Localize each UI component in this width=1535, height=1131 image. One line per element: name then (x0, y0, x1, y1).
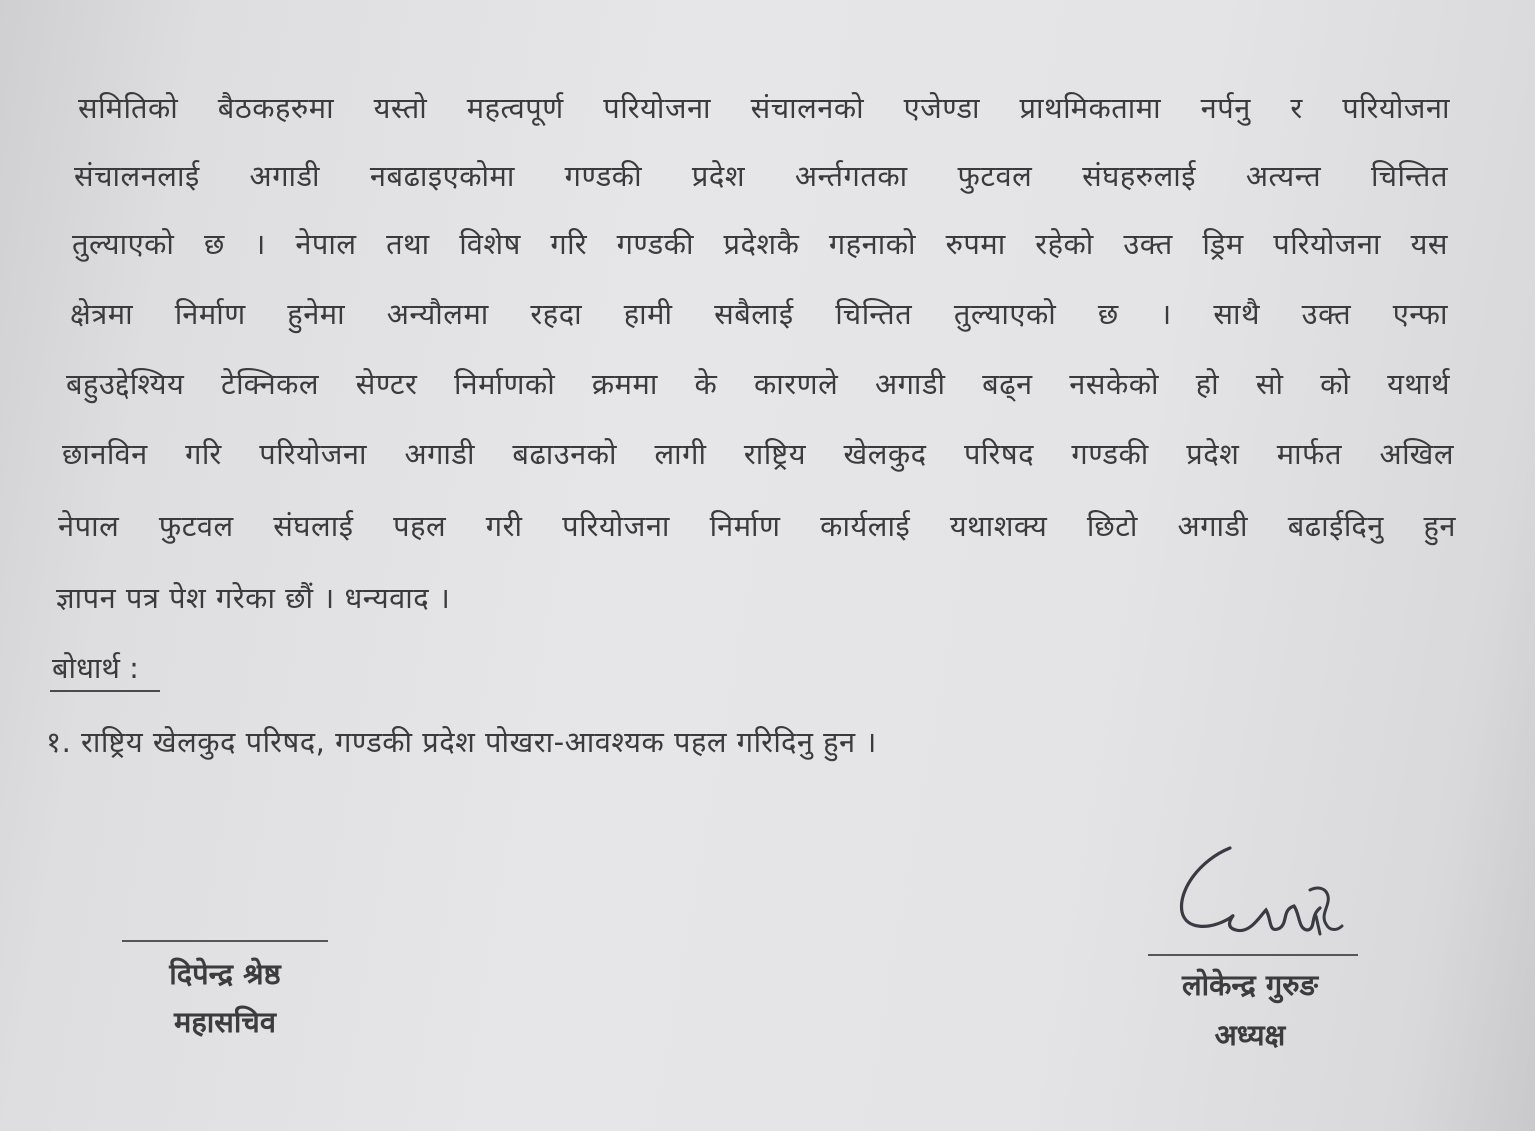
body-line-5: बहुउद्देश्यिय टेक्निकल सेण्टर निर्माणको क्रममा के कारणले अगाडी बढ्न नसकेको हो सो को यथार्थ (66, 367, 1450, 401)
body-line-7: नेपाल फुटवल संघलाई पहल गरी परियोजना निर्माण कार्यलाई यथाशक्य छिटो अगाडी बढाईदिनु हुन (58, 509, 1456, 543)
signature-mark (1160, 830, 1380, 970)
body-line-8: ज्ञापन पत्र पेश गरेका छौं । धन्यवाद । (56, 581, 451, 615)
body-line-3: तुल्याएको छ । नेपाल तथा विशेष गरि गण्डकी प्रदेशकै गहनाको रुपमा रहेको उक्त ड्रिम परियोजना यस (72, 227, 1448, 261)
left-signature-line (122, 940, 328, 942)
left-signatory-title: महासचिव (174, 1005, 276, 1039)
body-line-2: संचालनलाई अगाडी नबढाइएकोमा गण्डकी प्रदेश अर्न्तगतका फुटवल संघहरुलाई अत्यन्त चिन्तित (74, 159, 1448, 193)
right-signatory-title: अध्यक्ष (1214, 1018, 1286, 1052)
right-signatory-name: लोकेन्द्र गुरुङ (1181, 968, 1319, 1002)
body-line-6: छानविन गरि परियोजना अगाडी बढाउनको लागी राष्ट्रिय खेलकुद परिषद गण्डकी प्रदेश मार्फत अखिल (62, 437, 1454, 471)
left-signatory (110, 950, 340, 1046)
body-line-4: क्षेत्रमा निर्माण हुनेमा अन्यौलमा रहदा हामी सबैलाई चिन्तित तुल्याएको छ । साथै उक्त एन्फा (70, 297, 1448, 331)
cc-heading: बोधार्थ : (52, 651, 139, 685)
right-signatory (1130, 960, 1370, 1060)
right-signature-line (1148, 954, 1358, 956)
body-line-1: समितिको बैठकहरुमा यस्तो महत्वपूर्ण परियोजना संचालनको एजेण्डा प्राथमिकतामा नर्पनु र परियोजना (78, 91, 1450, 125)
cc-item: १. राष्ट्रिय खेलकुद परिषद, गण्डकी प्रदेश पोखरा-आवश्यक पहल गरिदिनु हुन । (46, 725, 877, 759)
cc-heading-underline (50, 690, 160, 692)
left-signatory-name: दिपेन्द्र श्रेष्ठ (169, 957, 281, 991)
